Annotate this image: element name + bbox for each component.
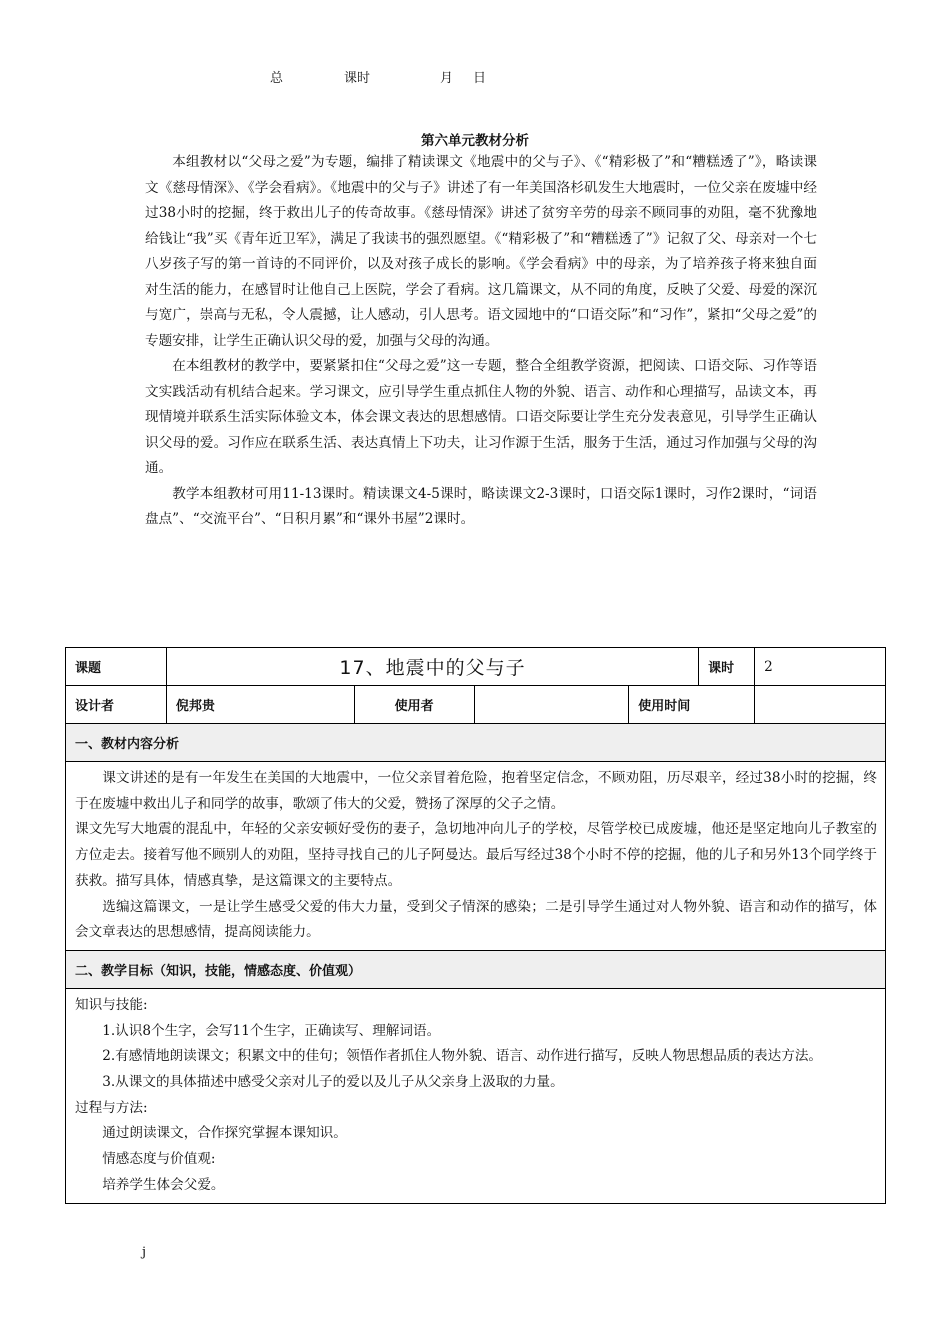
analysis-paragraph: 课文先写大地震的混乱中，年轻的父亲安顿好受伤的妻子，急切地冲向儿子的学校，尽管学校已成废墟，他还是坚定地向儿子教室的方位走去。接着写他不顾别人的劝阻，坚持寻找自己的儿子阿曼达。最后写经过38个小时不停的挖掘，他的儿子和另外13个同学终于获救。描写具体，情感真挚，是这篇课文的主要特点。 xyxy=(75,821,877,889)
intro-paragraph: 本组教材以“父母之爱”为专题，编排了精读课文《地震中的父与子》、《“精彩极了”和“糟糕透了”》，略读课文《慈母情深》、《学会看病》。《地震中的父与子》讲述了有一年美国洛杉矶发生大地震时，一位父亲在废墟中经过38小时的挖掘，终于救出儿子的传奇故事。《慈母情深》讲述了贫穷辛劳的母亲不顾同事的劝阻，毫不犹豫地给钱让“我”买《青年近卫军》，满足了我读书的强烈愿望。《“精彩极了”和“糟糕透了”》记叙了父、母亲对一个七八岁孩子写的第一首诗的不同评价，以及对孩子成长的影响。《学会看病》中的母亲，为了培养孩子将来独自面对生活的能力，在感冒时让他自己上医院，学会了看病。这几篇课文，从不同的角度，反映了父爱、母爱的深沉与宽广，崇高与无私，令人震撼，让人感动，引人思考。语文园地中的“口语交际”和“习作”，紧扣“父母之爱”的专题安排，让学生正确认识父母的爱，加强与父母的沟通。 xyxy=(145,154,817,349)
goal-item: 2.有感情地朗读课文；积累文中的佳句；领悟作者抓住人物外貌、语言、动作进行描写，反映人物思想品质的表达方法。 xyxy=(102,1048,823,1065)
content-analysis-body xyxy=(66,762,886,951)
header-hours: 课时 xyxy=(344,71,371,86)
goal-item: 3.从课文的具体描述中感受父亲对儿子的爱以及儿子从父亲身上汲取的力量。 xyxy=(102,1074,564,1091)
user-value xyxy=(474,686,629,724)
designer-value: 倪邦贵 xyxy=(166,686,354,724)
knowledge-label: 知识与技能: xyxy=(75,996,148,1013)
hours-label: 课时 xyxy=(699,648,755,686)
section-teaching-goals-title: 二、教学目标（知识，技能，情感态度、价值观） xyxy=(66,950,886,988)
header-month: 月 xyxy=(440,71,454,86)
lesson-plan-table xyxy=(65,647,886,1204)
use-time-value xyxy=(755,686,886,724)
header-total: 总 xyxy=(270,71,284,86)
unit-title: 第六单元教材分析 xyxy=(421,133,529,149)
footer-mark: j xyxy=(142,1245,147,1260)
analysis-paragraph: 课文讲述的是有一年发生在美国的大地震中，一位父亲冒着危险，抱着坚定信念，不顾劝阻，历尽艰辛，经过38小时的挖掘，终于在废墟中救出儿子和同学的故事，歌颂了伟大的父爱，赞扬了深厚的父子之情。 xyxy=(75,770,877,812)
analysis-paragraph: 选编这篇课文，一是让学生感受父爱的伟大力量，受到父子情深的感染；二是引导学生通过对人物外貌、语言和动作的描写，体会文章表达的思想感情，提高阅读能力。 xyxy=(75,898,877,941)
designer-label: 设计者 xyxy=(66,686,167,724)
process-text: 通过朗读课文，合作探究掌握本课知识。 xyxy=(102,1125,347,1142)
section-content-analysis-title: 一、教材内容分析 xyxy=(66,724,886,762)
process-label: 过程与方法: xyxy=(75,1099,148,1116)
unit-analysis-text xyxy=(145,150,817,533)
teaching-goals-body xyxy=(66,988,886,1203)
header-day: 日 xyxy=(473,71,487,86)
emotion-text: 培养学生体会父爱。 xyxy=(102,1176,225,1193)
user-label: 使用者 xyxy=(354,686,474,724)
emotion-label: 情感态度与价值观: xyxy=(102,1151,216,1168)
lesson-title: 17、地震中的父与子 xyxy=(166,648,698,686)
goal-item: 1.认识8个生字，会写11个生字，正确读写、理解词语。 xyxy=(102,1022,441,1039)
intro-paragraph: 教学本组教材可用11-13课时。精读课文4-5课时，略读课文2-3课时，口语交际1课时，习作2课时，“词语盘点”、“交流平台”、“日积月累”和“课外书屋”2课时。 xyxy=(145,485,817,527)
use-time-label: 使用时间 xyxy=(629,686,755,724)
hours-value: 2 xyxy=(755,648,886,686)
topic-label: 课题 xyxy=(66,648,167,686)
intro-paragraph: 在本组教材的教学中，要紧紧扣住“父母之爱”这一专题，整合全组教学资源，把阅读、口语交际、习作等语文实践活动有机结合起来。学习课文，应引导学生重点抓住人物的外貌、语言、动作和心理描写，品读文本，再现情境并联系生活实际体验文本，体会课文表达的思想感情。口语交际要让学生充分发表意见，引导学生正确认识父母的爱。习作应在联系生活、表达真情上下功夫，让习作源于生活，服务于生活，通过习作加强与父母的沟通。 xyxy=(145,358,817,476)
